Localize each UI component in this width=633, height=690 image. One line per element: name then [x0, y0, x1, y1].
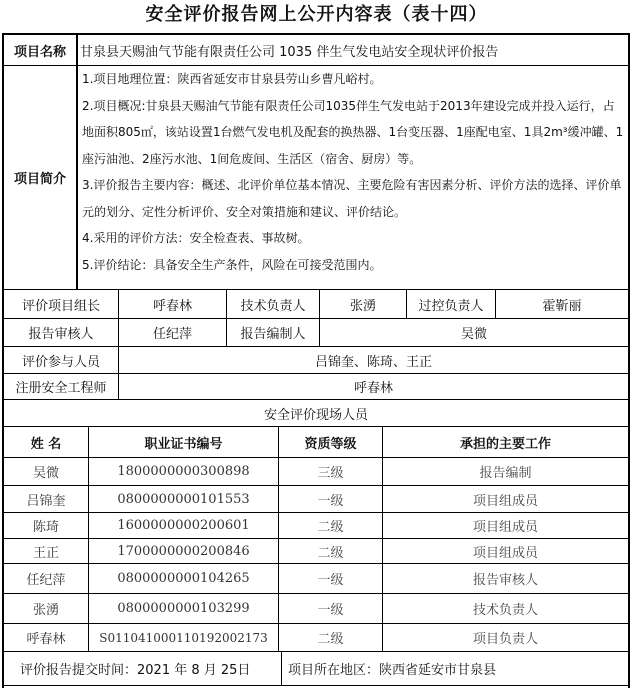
staff-name: 呼春林	[26, 632, 66, 647]
staff-work: 报告审核人	[472, 573, 538, 588]
participants-value: 吕锦奎、陈琦、王正	[314, 354, 432, 370]
staff-level: 一级	[317, 493, 344, 509]
staff-header-level: 资质等级	[304, 436, 357, 452]
staff-level: 三级	[317, 466, 344, 481]
staff-level: 二级	[317, 520, 344, 535]
project-intro-text	[78, 66, 630, 278]
staff-name: 陈琦	[32, 520, 59, 535]
leader-label: 评价项目组长	[21, 298, 100, 314]
staff-name: 吕锦奎	[26, 493, 66, 509]
intro-line: 3.评价报告主要内容：概述、北评价单位基本情况、主要危险有害因素分析、评价方法的选择、评价单元的划分、定性分析评价、安全对策措施和建议、评价结论。	[82, 178, 622, 219]
staff-work: 项目组成员	[472, 545, 538, 561]
writer-value: 吴微	[460, 327, 487, 342]
staff-cert: 1800000000300898	[117, 464, 250, 479]
staff-section-title: 安全评价现场人员	[263, 407, 368, 423]
staff-level: 一级	[317, 573, 344, 588]
intro-line: 5.评价结论：具备安全生产条件，风险在可接受范围内。	[82, 257, 382, 272]
submit-time: 评价报告提交时间：2021 年 8 月 25日	[20, 663, 251, 678]
staff-name: 任纪萍	[26, 573, 66, 588]
row-divider	[2, 685, 630, 686]
intro-line: 1.项目地理位置：陕西省延安市甘泉县劳山乡曹凡峪村。	[82, 72, 382, 86]
disclosure-table	[2, 33, 630, 688]
staff-level: 二级	[317, 545, 344, 561]
staff-work: 技术负责人	[472, 603, 538, 618]
staff-level: 二级	[317, 632, 344, 647]
col-divider	[281, 652, 282, 686]
staff-cert: 0800000000104265	[117, 571, 250, 586]
staff-level: 一级	[317, 603, 344, 618]
staff-header-name: 姓 名	[30, 436, 62, 452]
staff-name: 王正	[32, 545, 59, 561]
staff-work: 报告编制	[479, 466, 532, 481]
project-name-label: 项目名称	[13, 44, 66, 60]
leader-value: 呼春林	[152, 298, 192, 314]
intro-line: 4.采用的评价方法：安全检查表、事故树。	[82, 231, 310, 245]
staff-work: 项目组成员	[472, 520, 538, 535]
staff-header-work: 承担的主要工作	[459, 436, 551, 452]
reviewer-label: 报告审核人	[28, 327, 94, 342]
tech-value: 张湧	[349, 298, 376, 314]
writer-label: 报告编制人	[240, 327, 306, 342]
staff-work: 项目负责人	[472, 632, 538, 647]
project-name-value: 甘泉县天赐油气节能有限责任公司 1035 伴生气发电站安全现状评价报告	[80, 44, 499, 60]
reviewer-value: 任纪萍	[152, 327, 192, 342]
staff-header-cert: 职业证书编号	[144, 436, 223, 452]
tech-label: 技术负责人	[240, 298, 306, 314]
staff-name: 张湧	[32, 603, 59, 618]
staff-cert: 0800000000103299	[117, 601, 250, 616]
staff-cert: S011041000110192002173	[99, 630, 268, 645]
project-intro-label: 项目简介	[13, 172, 66, 187]
document-title: 安全评价报告网上公开内容表（表十四）	[145, 4, 488, 25]
engineer-value: 呼春林	[353, 381, 393, 396]
staff-work: 项目组成员	[472, 493, 538, 509]
participants-label: 评价参与人员	[21, 354, 100, 370]
staff-cert: 1600000000200601	[117, 518, 250, 533]
staff-name: 吴微	[32, 466, 59, 481]
process-value: 霍靳丽	[542, 298, 582, 314]
intro-line: 2.项目概况:甘泉县天赐油气节能有限责任公司1035伴生气发电站于2013年建设完成并投入运行，占地面积805㎡，该站设置1台燃气发电机及配套的换热器、1台变压器、1座配电室、1具2m³缓冲罐、1座污油池、2座污水池、1间危废间、生活区（宿舍、厨房）等。	[82, 98, 624, 166]
project-location: 项目所在地区：陕西省延安市甘泉县	[288, 663, 497, 678]
staff-cert: 1700000000200846	[117, 543, 250, 559]
engineer-label: 注册安全工程师	[15, 381, 107, 396]
process-label: 过控负责人	[418, 298, 484, 314]
staff-cert: 0800000000101553	[117, 491, 250, 507]
